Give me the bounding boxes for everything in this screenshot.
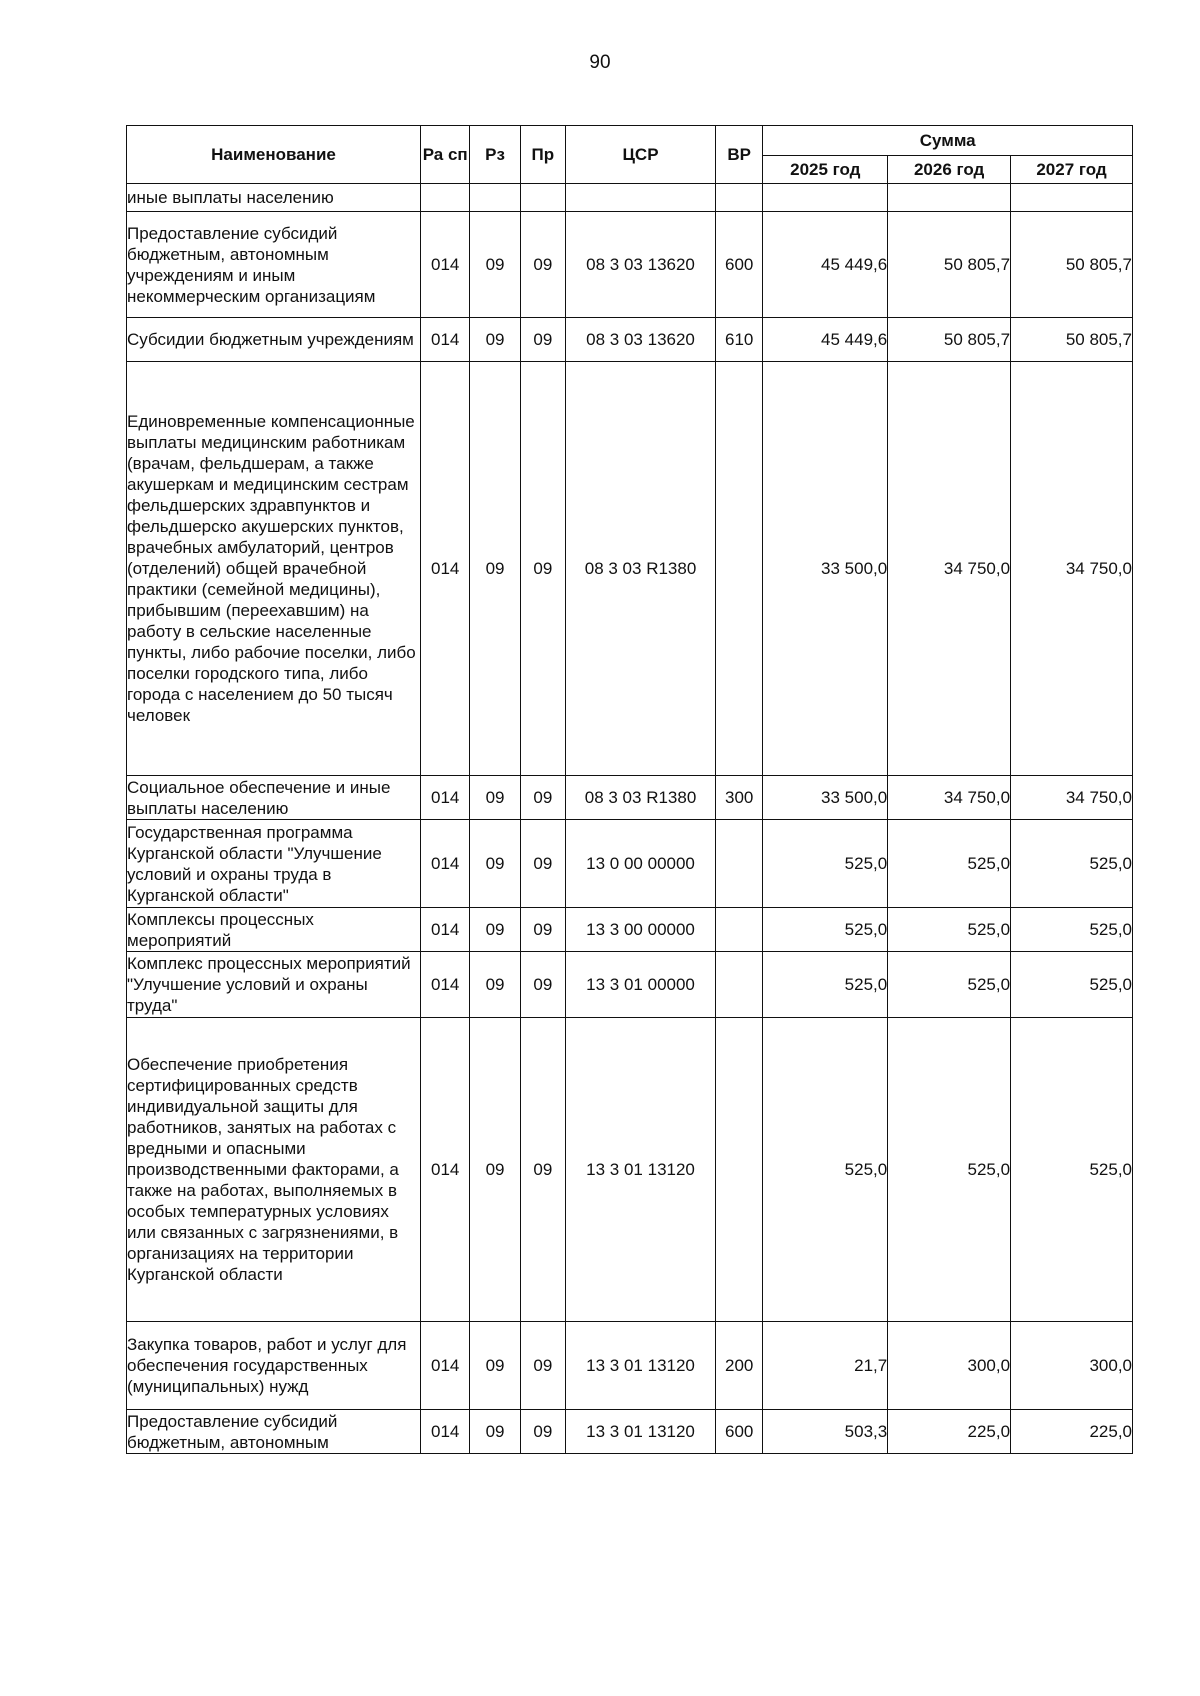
cell-name: Комплексы процессных мероприятий — [127, 908, 421, 952]
cell-2026: 525,0 — [888, 1018, 1011, 1322]
cell-2025 — [763, 184, 888, 212]
cell-pr: 09 — [520, 362, 565, 776]
cell-2027: 50 805,7 — [1011, 212, 1133, 318]
cell-2025: 45 449,6 — [763, 212, 888, 318]
cell-pr: 09 — [520, 820, 565, 908]
cell-vr — [716, 908, 763, 952]
cell-name: Единовременные компенсационные выплаты медицинским работникам (врачам, фельдшерам, а также акушеркам и медицинским сестрам фельдшерских здравпунктов и фельдшерско акушерских пунктов, врачебных амбулаторий, центров (отделений) общей врачебной практики (семейной медицины), прибывшим (переехавшим) на работу в сельские населенные пункты, либо рабочие поселки, либо поселки городского типа, либо города с населением до 50 тысяч человек — [127, 362, 421, 776]
budget-table — [126, 125, 1133, 1454]
cell-name: Комплекс процессных мероприятий "Улучшение условий и охраны труда" — [127, 952, 421, 1018]
header-year-2027: 2027 год — [1011, 156, 1133, 184]
cell-2025: 525,0 — [763, 1018, 888, 1322]
table-row — [127, 362, 1133, 776]
cell-pr: 09 — [520, 212, 565, 318]
cell-vr — [716, 952, 763, 1018]
table-row — [127, 908, 1133, 952]
cell-rasp: 014 — [421, 1018, 470, 1322]
cell-rasp: 014 — [421, 318, 470, 362]
cell-csr: 13 3 01 13120 — [566, 1322, 716, 1410]
table-row — [127, 1322, 1133, 1410]
table-row — [127, 212, 1133, 318]
cell-vr: 300 — [716, 776, 763, 820]
cell-2026: 300,0 — [888, 1322, 1011, 1410]
cell-2027: 225,0 — [1011, 1410, 1133, 1454]
header-pr: Пр — [520, 126, 565, 184]
cell-2027: 525,0 — [1011, 908, 1133, 952]
cell-vr: 610 — [716, 318, 763, 362]
cell-2025: 525,0 — [763, 820, 888, 908]
cell-rasp: 014 — [421, 952, 470, 1018]
header-rasp: Ра сп — [421, 126, 470, 184]
cell-rasp — [421, 184, 470, 212]
cell-csr: 13 3 01 00000 — [566, 952, 716, 1018]
table-row — [127, 1018, 1133, 1322]
cell-2027: 300,0 — [1011, 1322, 1133, 1410]
cell-2025: 33 500,0 — [763, 776, 888, 820]
cell-csr: 08 3 03 R1380 — [566, 776, 716, 820]
cell-rz: 09 — [470, 362, 520, 776]
cell-vr — [716, 1018, 763, 1322]
cell-pr: 09 — [520, 318, 565, 362]
table-row — [127, 776, 1133, 820]
header-year-2026: 2026 год — [888, 156, 1011, 184]
cell-pr — [520, 184, 565, 212]
cell-2025: 45 449,6 — [763, 318, 888, 362]
header-vr: ВР — [716, 126, 763, 184]
cell-2027: 34 750,0 — [1011, 362, 1133, 776]
cell-name: Закупка товаров, работ и услуг для обеспечения государственных (муниципальных) нужд — [127, 1322, 421, 1410]
cell-2027 — [1011, 184, 1133, 212]
cell-rz: 09 — [470, 318, 520, 362]
cell-2026 — [888, 184, 1011, 212]
cell-rz: 09 — [470, 212, 520, 318]
cell-2025: 525,0 — [763, 952, 888, 1018]
cell-name: Социальное обеспечение и иные выплаты населению — [127, 776, 421, 820]
cell-2025: 21,7 — [763, 1322, 888, 1410]
header-rz: Рз — [470, 126, 520, 184]
cell-csr: 13 3 01 13120 — [566, 1018, 716, 1322]
cell-csr: 08 3 03 13620 — [566, 212, 716, 318]
cell-2026: 525,0 — [888, 952, 1011, 1018]
cell-2026: 525,0 — [888, 820, 1011, 908]
cell-csr — [566, 184, 716, 212]
cell-pr: 09 — [520, 1018, 565, 1322]
cell-rz: 09 — [470, 820, 520, 908]
cell-vr — [716, 184, 763, 212]
cell-csr: 13 0 00 00000 — [566, 820, 716, 908]
cell-rasp: 014 — [421, 776, 470, 820]
cell-rz: 09 — [470, 776, 520, 820]
cell-name: Обеспечение приобретения сертифицированных средств индивидуальной защиты для работников, занятых на работах с вредными и опасными производственными факторами, а также на работах, выполняемых в особых температурных условиях или связанных с загрязнениями, в организациях на территории Курганской области — [127, 1018, 421, 1322]
cell-2025: 33 500,0 — [763, 362, 888, 776]
cell-vr: 200 — [716, 1322, 763, 1410]
cell-rz: 09 — [470, 952, 520, 1018]
table-row — [127, 952, 1133, 1018]
cell-2026: 525,0 — [888, 908, 1011, 952]
cell-2025: 503,3 — [763, 1410, 888, 1454]
cell-vr: 600 — [716, 212, 763, 318]
cell-vr — [716, 820, 763, 908]
cell-2027: 50 805,7 — [1011, 318, 1133, 362]
cell-rz: 09 — [470, 1410, 520, 1454]
cell-csr: 13 3 00 00000 — [566, 908, 716, 952]
cell-2025: 525,0 — [763, 908, 888, 952]
table-row — [127, 318, 1133, 362]
cell-rasp: 014 — [421, 1322, 470, 1410]
cell-vr — [716, 362, 763, 776]
table-row — [127, 184, 1133, 212]
table-body — [127, 184, 1133, 1454]
cell-2026: 50 805,7 — [888, 212, 1011, 318]
cell-csr: 13 3 01 13120 — [566, 1410, 716, 1454]
cell-rz: 09 — [470, 1322, 520, 1410]
cell-rasp: 014 — [421, 212, 470, 318]
cell-name: Субсидии бюджетным учреждениям — [127, 318, 421, 362]
cell-rasp: 014 — [421, 820, 470, 908]
header-csr: ЦСР — [566, 126, 716, 184]
cell-pr: 09 — [520, 776, 565, 820]
cell-rz: 09 — [470, 1018, 520, 1322]
table-row — [127, 820, 1133, 908]
header-year-2025: 2025 год — [763, 156, 888, 184]
cell-pr: 09 — [520, 1322, 565, 1410]
cell-rz: 09 — [470, 908, 520, 952]
cell-2027: 525,0 — [1011, 820, 1133, 908]
cell-2026: 34 750,0 — [888, 362, 1011, 776]
cell-rasp: 014 — [421, 362, 470, 776]
header-name: Наименование — [127, 126, 421, 184]
header-summa: Сумма — [763, 126, 1133, 156]
cell-rasp: 014 — [421, 908, 470, 952]
cell-2027: 34 750,0 — [1011, 776, 1133, 820]
cell-2027: 525,0 — [1011, 1018, 1133, 1322]
cell-name: Предоставление субсидий бюджетным, автономным — [127, 1410, 421, 1454]
cell-pr: 09 — [520, 952, 565, 1018]
cell-pr: 09 — [520, 1410, 565, 1454]
page-number: 90 — [589, 52, 611, 73]
cell-csr: 08 3 03 R1380 — [566, 362, 716, 776]
cell-2027: 525,0 — [1011, 952, 1133, 1018]
cell-rasp: 014 — [421, 1410, 470, 1454]
cell-name: Предоставление субсидий бюджетным, автономным учреждениям и иным некоммерческим организациям — [127, 212, 421, 318]
table-row — [127, 1410, 1133, 1454]
cell-rz — [470, 184, 520, 212]
cell-2026: 225,0 — [888, 1410, 1011, 1454]
cell-vr: 600 — [716, 1410, 763, 1454]
cell-2026: 34 750,0 — [888, 776, 1011, 820]
table-header — [127, 126, 1133, 184]
cell-name: Государственная программа Курганской области "Улучшение условий и охраны труда в Курганской области" — [127, 820, 421, 908]
cell-pr: 09 — [520, 908, 565, 952]
cell-2026: 50 805,7 — [888, 318, 1011, 362]
cell-csr: 08 3 03 13620 — [566, 318, 716, 362]
cell-name: иные выплаты населению — [127, 184, 421, 212]
